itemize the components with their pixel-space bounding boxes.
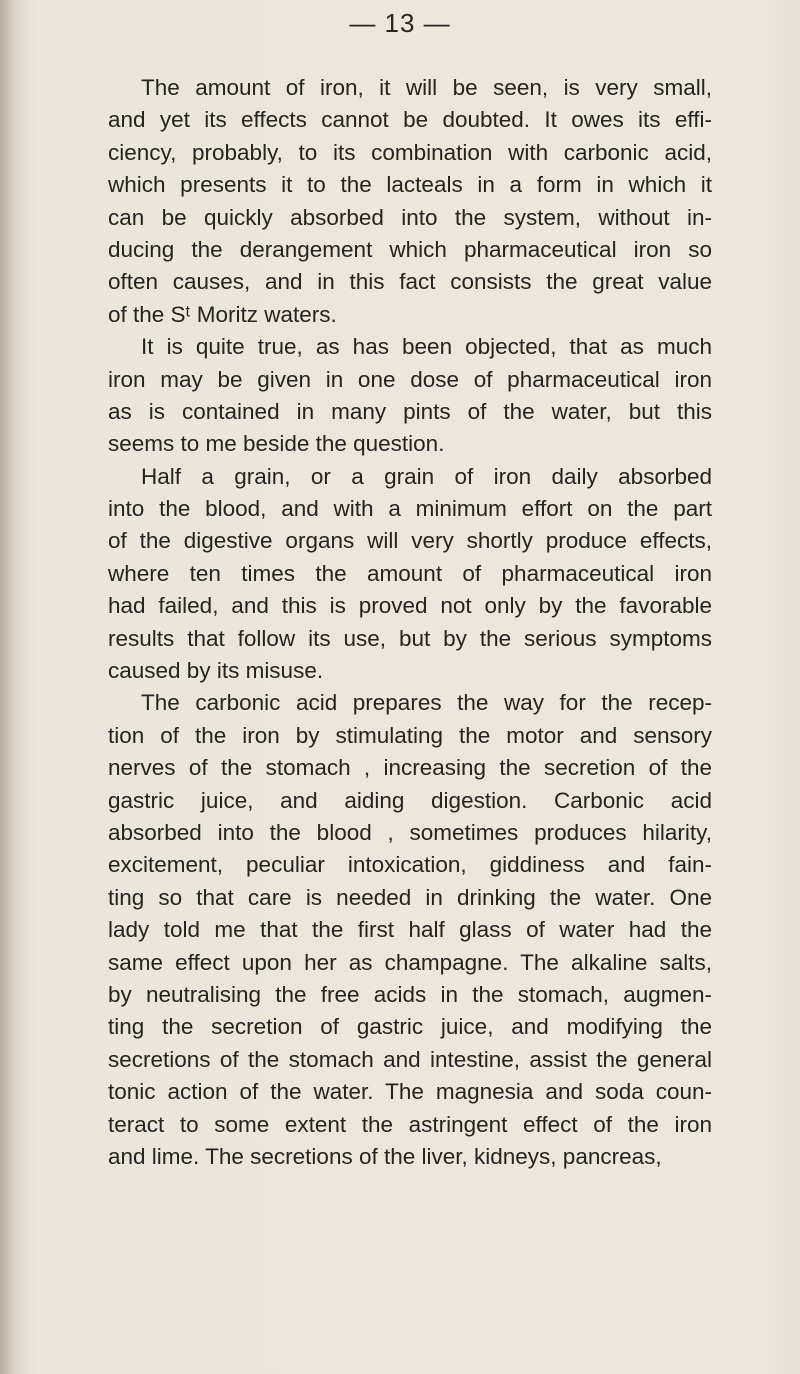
paragraph-3-line-2: into the blood, and with a minimum effort on the part (108, 496, 712, 522)
paragraph-1-line-1: The amount of iron, it will be seen, is very small, (141, 75, 712, 100)
paragraph-4-line-2: tion of the iron by stimulating the motor and sensory (108, 722, 712, 748)
paragraph-3-line-6: results that follow its use, but by the serious symptoms (108, 625, 712, 651)
paragraph-2-line-2: iron may be given in one dose of pharmaceutical iron (108, 366, 712, 392)
paragraph-1-line-6: ducing the derangement which pharmaceutical iron so (108, 236, 712, 262)
paragraph-1-line-3: ciency, probably, to its combination with carbonic acid, (108, 139, 712, 165)
paragraph-4-line-13: tonic action of the water. The magnesia and soda coun- (108, 1079, 712, 1105)
paragraph-1-line-8: of the Sᵗ Moritz waters. (108, 301, 337, 327)
paragraph-2-line-3: as is contained in many pints of the water, but this (108, 398, 712, 424)
paragraph-1-line-2: and yet its effects cannot be doubted. It owes its effi- (108, 107, 712, 133)
body-text (108, 72, 712, 1173)
paragraph-2-line-1: It is quite true, as has been objected, that as much (141, 334, 712, 360)
paragraph-3-line-1: Half a grain, or a grain of iron daily absorbed (141, 463, 712, 489)
paragraph-4-line-8: lady told me that the first half glass of water had the (108, 917, 712, 943)
paragraph-4-line-11: ting the secretion of gastric juice, and modifying the (108, 1014, 712, 1040)
paragraph-3-line-7: caused by its misuse. (108, 658, 324, 684)
paragraph-4-line-10: by neutralising the free acids in the stomach, augmen- (108, 981, 712, 1007)
paragraph-1-line-5: can be quickly absorbed into the system, without in- (108, 204, 712, 230)
paragraph-4-line-5: absorbed into the blood , sometimes produces hilarity, (108, 819, 712, 845)
paragraph-4-line-7: ting so that care is needed in drinking the water. One (108, 884, 712, 910)
paragraph-3-line-3: of the digestive organs will very shortly produce effects, (108, 528, 712, 554)
paragraph-4-line-4: gastric juice, and aiding digestion. Carbonic acid (108, 787, 712, 813)
paragraph-3-line-5: had failed, and this is proved not only by the favorable (108, 593, 712, 619)
paragraph-4-line-6: excitement, peculiar intoxication, giddiness and fain- (108, 852, 712, 878)
paragraph-4-line-3: nerves of the stomach , increasing the secretion of the (108, 755, 712, 781)
paragraph-4-line-1: The carbonic acid prepares the way for the recep- (141, 690, 712, 716)
page-number: — 13 — (349, 8, 451, 38)
paragraph-1-line-4: which presents it to the lacteals in a form in which it (108, 172, 712, 198)
paragraph-1-line-7: often causes, and in this fact consists the great value (108, 269, 712, 295)
paragraph-4-line-15: and lime. The secretions of the liver, kidneys, pancreas, (108, 1143, 662, 1169)
paragraph-4-line-14: teract to some extent the astringent effect of the iron (108, 1111, 712, 1137)
paragraph-3-line-4: where ten times the amount of pharmaceutical iron (108, 560, 712, 586)
page-binding-shadow (0, 0, 30, 1374)
paragraph-4-line-9: same effect upon her as champagne. The alkaline salts, (108, 949, 712, 975)
paragraph-2-line-4: seems to me beside the question. (108, 431, 445, 457)
paragraph-4-line-12: secretions of the stomach and intestine, assist the general (108, 1046, 712, 1072)
